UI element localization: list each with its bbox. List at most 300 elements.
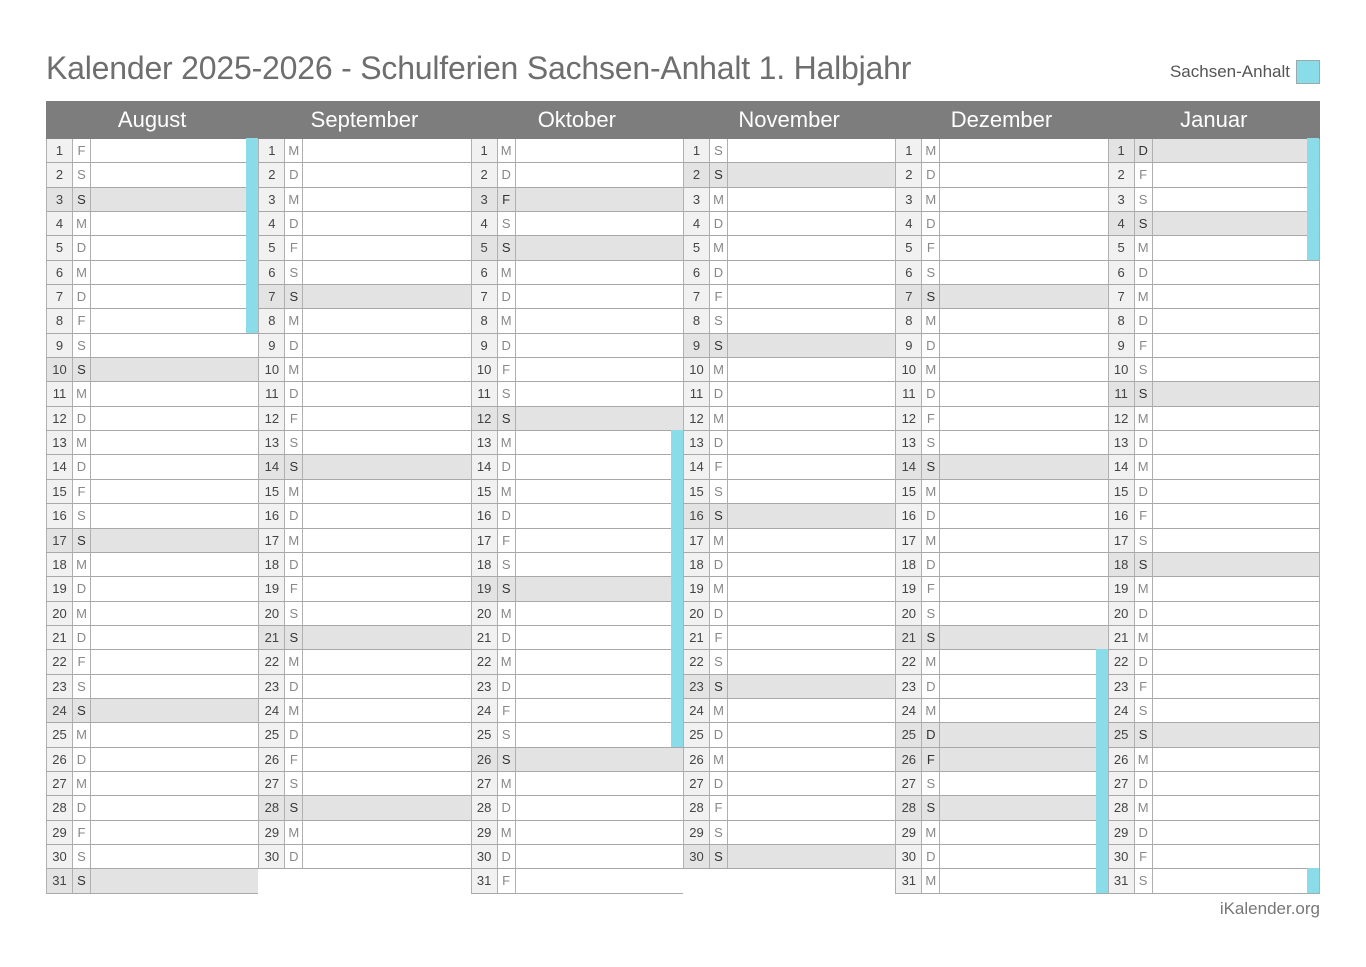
day-row[interactable] — [1108, 455, 1320, 479]
day-row[interactable] — [895, 407, 1107, 431]
day-row[interactable] — [471, 309, 683, 333]
day-note-cell[interactable] — [728, 529, 895, 552]
day-row[interactable] — [471, 869, 683, 893]
day-note-cell[interactable] — [91, 529, 258, 552]
day-note-cell[interactable] — [303, 407, 470, 430]
day-note-cell[interactable] — [940, 504, 1107, 527]
day-row[interactable] — [683, 650, 895, 674]
day-note-cell[interactable] — [940, 577, 1107, 600]
day-note-cell[interactable] — [516, 602, 683, 625]
day-note-cell[interactable] — [1153, 675, 1319, 698]
day-row[interactable] — [1108, 285, 1320, 309]
day-note-cell[interactable] — [940, 261, 1107, 284]
day-note-cell[interactable] — [1153, 188, 1319, 211]
day-row[interactable] — [471, 553, 683, 577]
day-row[interactable] — [1108, 796, 1320, 820]
day-note-cell[interactable] — [940, 163, 1107, 186]
day-row[interactable] — [46, 699, 258, 723]
day-note-cell[interactable] — [728, 504, 895, 527]
day-note-cell[interactable] — [1153, 309, 1319, 332]
day-row[interactable] — [471, 504, 683, 528]
day-note-cell[interactable] — [1153, 748, 1319, 771]
day-note-cell[interactable] — [1153, 577, 1319, 600]
day-row[interactable] — [471, 334, 683, 358]
day-note-cell[interactable] — [303, 675, 470, 698]
day-note-cell[interactable] — [91, 163, 258, 186]
day-note-cell[interactable] — [91, 675, 258, 698]
day-note-cell[interactable] — [303, 553, 470, 576]
day-note-cell[interactable] — [303, 796, 470, 819]
day-note-cell[interactable] — [728, 845, 895, 868]
day-row[interactable] — [895, 382, 1107, 406]
day-note-cell[interactable] — [303, 504, 470, 527]
day-row[interactable] — [258, 845, 470, 869]
day-row[interactable] — [895, 163, 1107, 187]
day-note-cell[interactable] — [1153, 504, 1319, 527]
day-note-cell[interactable] — [1153, 869, 1319, 892]
day-row[interactable] — [683, 407, 895, 431]
day-row[interactable] — [46, 845, 258, 869]
day-row[interactable] — [895, 553, 1107, 577]
day-note-cell[interactable] — [940, 285, 1107, 308]
day-row[interactable] — [1108, 504, 1320, 528]
day-row[interactable] — [258, 504, 470, 528]
day-row[interactable] — [46, 723, 258, 747]
day-row[interactable] — [46, 188, 258, 212]
day-row[interactable] — [471, 675, 683, 699]
day-row[interactable] — [683, 431, 895, 455]
day-row[interactable] — [46, 602, 258, 626]
day-note-cell[interactable] — [728, 431, 895, 454]
day-row[interactable] — [895, 845, 1107, 869]
day-row[interactable] — [683, 602, 895, 626]
day-note-cell[interactable] — [91, 261, 258, 284]
day-row[interactable] — [1108, 772, 1320, 796]
day-row[interactable] — [46, 626, 258, 650]
day-row[interactable] — [46, 285, 258, 309]
day-row[interactable] — [258, 455, 470, 479]
day-note-cell[interactable] — [91, 577, 258, 600]
day-note-cell[interactable] — [91, 821, 258, 844]
day-row[interactable] — [46, 553, 258, 577]
day-row[interactable] — [1108, 480, 1320, 504]
day-row[interactable] — [683, 748, 895, 772]
day-note-cell[interactable] — [91, 699, 258, 722]
day-note-cell[interactable] — [728, 748, 895, 771]
day-note-cell[interactable] — [303, 163, 470, 186]
day-row[interactable] — [1108, 334, 1320, 358]
day-note-cell[interactable] — [940, 602, 1107, 625]
day-row[interactable] — [895, 577, 1107, 601]
day-row[interactable] — [895, 455, 1107, 479]
day-row[interactable] — [1108, 261, 1320, 285]
day-row[interactable] — [46, 650, 258, 674]
day-row[interactable] — [46, 334, 258, 358]
day-row[interactable] — [258, 358, 470, 382]
day-note-cell[interactable] — [1153, 163, 1319, 186]
day-note-cell[interactable] — [516, 675, 683, 698]
day-row[interactable] — [46, 407, 258, 431]
day-row[interactable] — [471, 723, 683, 747]
day-note-cell[interactable] — [516, 358, 683, 381]
day-note-cell[interactable] — [91, 480, 258, 503]
day-row[interactable] — [258, 407, 470, 431]
day-note-cell[interactable] — [1153, 602, 1319, 625]
day-row[interactable] — [1108, 407, 1320, 431]
day-note-cell[interactable] — [516, 236, 683, 259]
day-note-cell[interactable] — [303, 602, 470, 625]
day-note-cell[interactable] — [1153, 261, 1319, 284]
day-row[interactable] — [258, 772, 470, 796]
day-row[interactable] — [1108, 382, 1320, 406]
day-note-cell[interactable] — [728, 188, 895, 211]
day-note-cell[interactable] — [940, 480, 1107, 503]
day-row[interactable] — [46, 261, 258, 285]
day-note-cell[interactable] — [91, 188, 258, 211]
day-row[interactable] — [895, 650, 1107, 674]
day-note-cell[interactable] — [940, 650, 1107, 673]
day-note-cell[interactable] — [516, 212, 683, 235]
day-row[interactable] — [895, 139, 1107, 163]
day-note-cell[interactable] — [1153, 334, 1319, 357]
day-row[interactable] — [471, 261, 683, 285]
day-note-cell[interactable] — [728, 675, 895, 698]
day-row[interactable] — [1108, 650, 1320, 674]
day-note-cell[interactable] — [940, 675, 1107, 698]
day-note-cell[interactable] — [1153, 699, 1319, 722]
day-row[interactable] — [471, 188, 683, 212]
day-row[interactable] — [1108, 212, 1320, 236]
day-row[interactable] — [471, 529, 683, 553]
day-note-cell[interactable] — [940, 236, 1107, 259]
day-note-cell[interactable] — [1153, 529, 1319, 552]
day-note-cell[interactable] — [516, 309, 683, 332]
day-note-cell[interactable] — [516, 577, 683, 600]
day-note-cell[interactable] — [91, 626, 258, 649]
day-row[interactable] — [895, 334, 1107, 358]
day-row[interactable] — [683, 139, 895, 163]
day-row[interactable] — [258, 212, 470, 236]
day-row[interactable] — [46, 480, 258, 504]
day-row[interactable] — [471, 821, 683, 845]
day-row[interactable] — [471, 845, 683, 869]
day-row[interactable] — [46, 796, 258, 820]
day-row[interactable] — [683, 577, 895, 601]
day-note-cell[interactable] — [91, 236, 258, 259]
day-note-cell[interactable] — [303, 748, 470, 771]
day-note-cell[interactable] — [1153, 626, 1319, 649]
day-row[interactable] — [683, 455, 895, 479]
day-note-cell[interactable] — [940, 772, 1107, 795]
day-row[interactable] — [258, 796, 470, 820]
day-row[interactable] — [258, 382, 470, 406]
day-row[interactable] — [258, 650, 470, 674]
day-note-cell[interactable] — [940, 796, 1107, 819]
day-row[interactable] — [258, 675, 470, 699]
day-note-cell[interactable] — [728, 480, 895, 503]
day-note-cell[interactable] — [940, 309, 1107, 332]
day-note-cell[interactable] — [728, 212, 895, 235]
day-note-cell[interactable] — [1153, 553, 1319, 576]
day-note-cell[interactable] — [91, 796, 258, 819]
day-note-cell[interactable] — [1153, 407, 1319, 430]
day-row[interactable] — [258, 723, 470, 747]
day-row[interactable] — [471, 285, 683, 309]
day-row[interactable] — [258, 236, 470, 260]
day-row[interactable] — [895, 723, 1107, 747]
day-note-cell[interactable] — [303, 699, 470, 722]
day-row[interactable] — [1108, 845, 1320, 869]
day-note-cell[interactable] — [516, 748, 683, 771]
day-row[interactable] — [895, 285, 1107, 309]
day-note-cell[interactable] — [1153, 431, 1319, 454]
day-row[interactable] — [258, 529, 470, 553]
day-note-cell[interactable] — [1153, 358, 1319, 381]
day-row[interactable] — [683, 261, 895, 285]
day-row[interactable] — [683, 480, 895, 504]
day-row[interactable] — [1108, 188, 1320, 212]
day-note-cell[interactable] — [940, 455, 1107, 478]
day-row[interactable] — [1108, 431, 1320, 455]
day-note-cell[interactable] — [1153, 285, 1319, 308]
day-row[interactable] — [258, 139, 470, 163]
day-note-cell[interactable] — [303, 650, 470, 673]
day-row[interactable] — [683, 675, 895, 699]
day-row[interactable] — [895, 602, 1107, 626]
day-row[interactable] — [46, 212, 258, 236]
day-note-cell[interactable] — [91, 285, 258, 308]
day-row[interactable] — [46, 358, 258, 382]
day-note-cell[interactable] — [303, 212, 470, 235]
day-row[interactable] — [1108, 602, 1320, 626]
day-note-cell[interactable] — [303, 334, 470, 357]
day-note-cell[interactable] — [728, 285, 895, 308]
day-row[interactable] — [471, 212, 683, 236]
day-note-cell[interactable] — [91, 139, 258, 162]
day-row[interactable] — [471, 455, 683, 479]
day-row[interactable] — [471, 163, 683, 187]
day-note-cell[interactable] — [940, 626, 1107, 649]
day-note-cell[interactable] — [516, 626, 683, 649]
day-note-cell[interactable] — [940, 553, 1107, 576]
day-row[interactable] — [895, 748, 1107, 772]
day-note-cell[interactable] — [516, 796, 683, 819]
day-row[interactable] — [683, 188, 895, 212]
day-row[interactable] — [1108, 529, 1320, 553]
day-note-cell[interactable] — [940, 699, 1107, 722]
day-row[interactable] — [1108, 626, 1320, 650]
day-row[interactable] — [471, 699, 683, 723]
day-row[interactable] — [46, 504, 258, 528]
day-row[interactable] — [471, 139, 683, 163]
day-note-cell[interactable] — [303, 845, 470, 868]
day-row[interactable] — [895, 626, 1107, 650]
day-row[interactable] — [46, 382, 258, 406]
day-note-cell[interactable] — [728, 334, 895, 357]
day-note-cell[interactable] — [516, 650, 683, 673]
day-row[interactable] — [683, 504, 895, 528]
day-row[interactable] — [683, 212, 895, 236]
day-note-cell[interactable] — [303, 236, 470, 259]
day-note-cell[interactable] — [940, 529, 1107, 552]
day-row[interactable] — [895, 431, 1107, 455]
day-note-cell[interactable] — [516, 480, 683, 503]
day-row[interactable] — [895, 869, 1107, 893]
day-note-cell[interactable] — [940, 845, 1107, 868]
day-note-cell[interactable] — [516, 869, 683, 892]
day-note-cell[interactable] — [516, 845, 683, 868]
day-row[interactable] — [258, 334, 470, 358]
day-note-cell[interactable] — [728, 577, 895, 600]
day-note-cell[interactable] — [940, 821, 1107, 844]
day-row[interactable] — [258, 431, 470, 455]
day-note-cell[interactable] — [303, 309, 470, 332]
day-row[interactable] — [471, 650, 683, 674]
day-note-cell[interactable] — [728, 139, 895, 162]
day-row[interactable] — [1108, 869, 1320, 893]
day-note-cell[interactable] — [1153, 772, 1319, 795]
day-row[interactable] — [46, 821, 258, 845]
day-note-cell[interactable] — [91, 309, 258, 332]
day-row[interactable] — [471, 626, 683, 650]
day-row[interactable] — [1108, 675, 1320, 699]
day-row[interactable] — [683, 529, 895, 553]
day-note-cell[interactable] — [516, 163, 683, 186]
day-note-cell[interactable] — [1153, 212, 1319, 235]
day-row[interactable] — [471, 382, 683, 406]
day-note-cell[interactable] — [1153, 650, 1319, 673]
day-row[interactable] — [1108, 748, 1320, 772]
day-note-cell[interactable] — [516, 188, 683, 211]
day-note-cell[interactable] — [516, 529, 683, 552]
day-row[interactable] — [895, 480, 1107, 504]
day-row[interactable] — [258, 699, 470, 723]
day-note-cell[interactable] — [940, 139, 1107, 162]
day-note-cell[interactable] — [940, 407, 1107, 430]
day-note-cell[interactable] — [516, 504, 683, 527]
day-row[interactable] — [46, 577, 258, 601]
day-note-cell[interactable] — [303, 529, 470, 552]
day-note-cell[interactable] — [91, 358, 258, 381]
day-row[interactable] — [683, 382, 895, 406]
day-row[interactable] — [683, 772, 895, 796]
day-note-cell[interactable] — [728, 163, 895, 186]
day-note-cell[interactable] — [516, 334, 683, 357]
day-row[interactable] — [683, 285, 895, 309]
day-row[interactable] — [471, 236, 683, 260]
day-note-cell[interactable] — [516, 699, 683, 722]
day-note-cell[interactable] — [516, 261, 683, 284]
day-row[interactable] — [46, 675, 258, 699]
day-note-cell[interactable] — [303, 382, 470, 405]
day-note-cell[interactable] — [516, 821, 683, 844]
day-row[interactable] — [1108, 699, 1320, 723]
day-note-cell[interactable] — [940, 382, 1107, 405]
day-note-cell[interactable] — [1153, 236, 1319, 259]
day-note-cell[interactable] — [303, 577, 470, 600]
day-note-cell[interactable] — [303, 261, 470, 284]
day-row[interactable] — [683, 334, 895, 358]
day-note-cell[interactable] — [940, 723, 1107, 746]
day-note-cell[interactable] — [516, 455, 683, 478]
day-note-cell[interactable] — [91, 334, 258, 357]
day-row[interactable] — [895, 675, 1107, 699]
day-note-cell[interactable] — [1153, 796, 1319, 819]
day-note-cell[interactable] — [91, 650, 258, 673]
day-row[interactable] — [683, 845, 895, 869]
day-note-cell[interactable] — [728, 796, 895, 819]
day-note-cell[interactable] — [516, 382, 683, 405]
day-note-cell[interactable] — [303, 188, 470, 211]
day-note-cell[interactable] — [303, 480, 470, 503]
day-note-cell[interactable] — [91, 748, 258, 771]
day-row[interactable] — [895, 261, 1107, 285]
day-note-cell[interactable] — [940, 358, 1107, 381]
day-note-cell[interactable] — [728, 626, 895, 649]
day-note-cell[interactable] — [728, 772, 895, 795]
day-note-cell[interactable] — [91, 553, 258, 576]
day-row[interactable] — [471, 358, 683, 382]
day-row[interactable] — [46, 236, 258, 260]
day-note-cell[interactable] — [303, 139, 470, 162]
day-note-cell[interactable] — [303, 455, 470, 478]
day-row[interactable] — [46, 869, 258, 893]
day-row[interactable] — [895, 504, 1107, 528]
day-row[interactable] — [1108, 577, 1320, 601]
day-note-cell[interactable] — [728, 261, 895, 284]
day-note-cell[interactable] — [91, 723, 258, 746]
day-note-cell[interactable] — [1153, 845, 1319, 868]
day-note-cell[interactable] — [91, 431, 258, 454]
day-row[interactable] — [895, 529, 1107, 553]
day-note-cell[interactable] — [1153, 480, 1319, 503]
day-row[interactable] — [471, 796, 683, 820]
day-row[interactable] — [895, 699, 1107, 723]
day-row[interactable] — [1108, 821, 1320, 845]
day-row[interactable] — [895, 236, 1107, 260]
day-note-cell[interactable] — [516, 407, 683, 430]
day-note-cell[interactable] — [303, 626, 470, 649]
day-note-cell[interactable] — [728, 407, 895, 430]
day-note-cell[interactable] — [91, 407, 258, 430]
day-note-cell[interactable] — [728, 821, 895, 844]
day-row[interactable] — [46, 748, 258, 772]
day-note-cell[interactable] — [91, 772, 258, 795]
day-note-cell[interactable] — [940, 431, 1107, 454]
day-row[interactable] — [683, 309, 895, 333]
day-note-cell[interactable] — [940, 188, 1107, 211]
day-row[interactable] — [1108, 358, 1320, 382]
day-note-cell[interactable] — [303, 358, 470, 381]
day-note-cell[interactable] — [728, 309, 895, 332]
day-note-cell[interactable] — [91, 602, 258, 625]
day-note-cell[interactable] — [91, 212, 258, 235]
day-row[interactable] — [1108, 553, 1320, 577]
day-row[interactable] — [258, 602, 470, 626]
day-note-cell[interactable] — [728, 455, 895, 478]
day-row[interactable] — [46, 309, 258, 333]
day-row[interactable] — [683, 796, 895, 820]
day-row[interactable] — [46, 772, 258, 796]
day-row[interactable] — [1108, 139, 1320, 163]
day-row[interactable] — [683, 358, 895, 382]
day-note-cell[interactable] — [940, 748, 1107, 771]
day-row[interactable] — [258, 285, 470, 309]
day-row[interactable] — [258, 261, 470, 285]
day-note-cell[interactable] — [728, 650, 895, 673]
day-note-cell[interactable] — [303, 821, 470, 844]
day-note-cell[interactable] — [303, 285, 470, 308]
